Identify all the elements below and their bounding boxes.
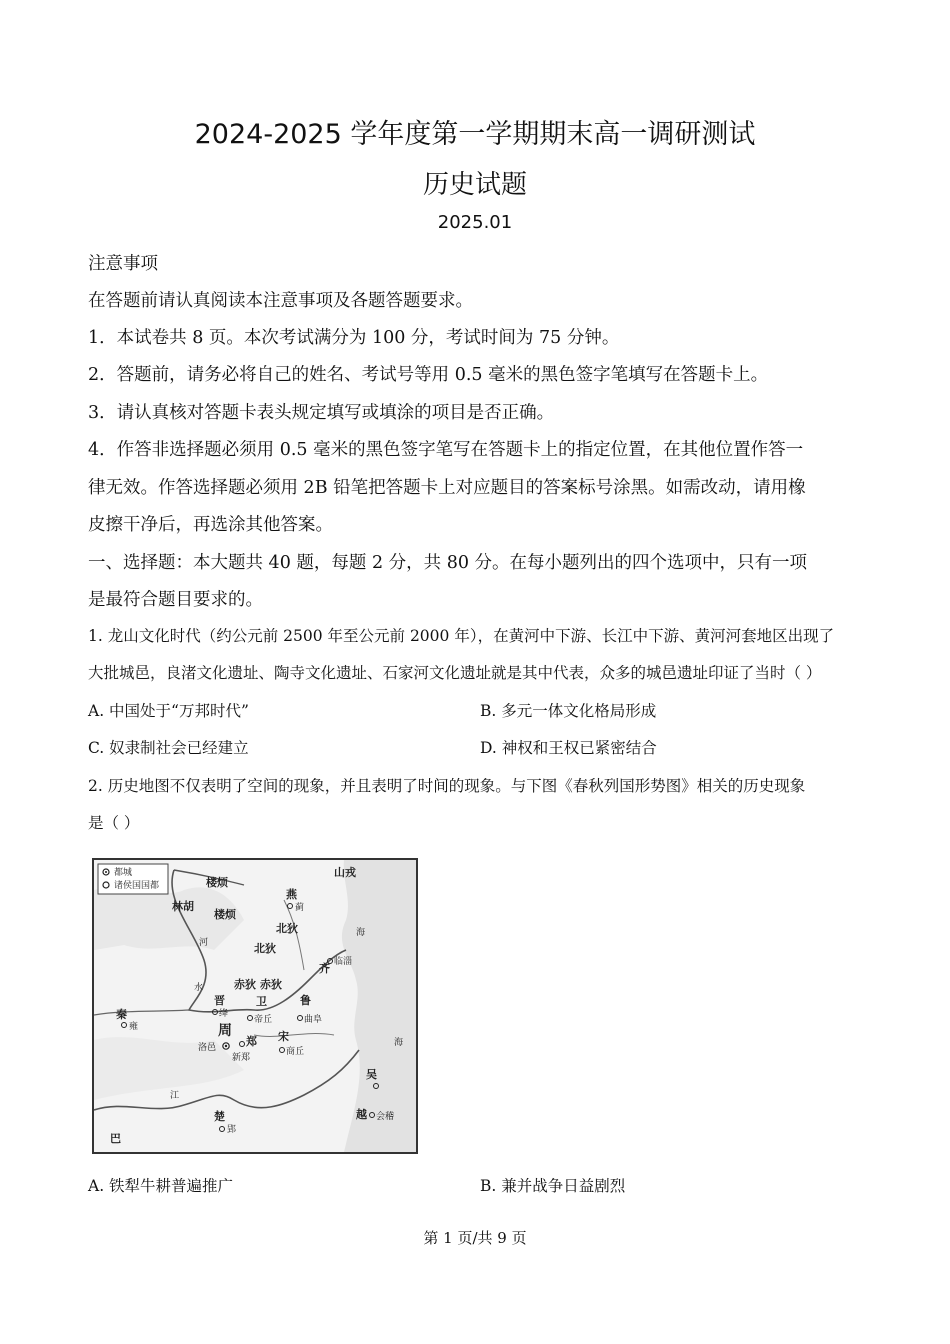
notes-item: 4．作答非选择题必须用 0.5 毫米的黑色签字笔写在答题卡上的指定位置，在其他位置作答一 bbox=[88, 440, 804, 460]
map-label: 吴 bbox=[366, 1068, 377, 1081]
notes-heading: 注意事项 bbox=[88, 254, 158, 274]
section-heading: 一、选择题：本大题共 40 题，每题 2 分，共 80 分。在每小题列出的四个选项中，只有一项 bbox=[88, 553, 808, 573]
notes-item: 1．本试卷共 8 页。本次考试满分为 100 分，考试时间为 75 分钟。 bbox=[88, 328, 620, 348]
map-label: 北狄 bbox=[276, 922, 298, 935]
legend-state-capital: 诸侯国国都 bbox=[114, 881, 160, 891]
question-1-stem: 1. 龙山文化时代（约公元前 2500 年至公元前 2000 年），在黄河中下游、长江中下游、黄河河套地区出现了 bbox=[88, 627, 835, 645]
exam-subject: 历史试题 bbox=[422, 170, 527, 200]
map-label: 蓟 bbox=[295, 903, 305, 913]
map-label: 秦 bbox=[116, 1008, 127, 1021]
map-label: 海 bbox=[394, 1038, 404, 1048]
question-1-option-c: C. 奴隶制社会已经建立 bbox=[88, 739, 249, 757]
map-label: 齐 bbox=[319, 962, 330, 975]
map-label: 楚 bbox=[214, 1110, 225, 1123]
map-label: 曲阜 bbox=[304, 1015, 323, 1025]
map-label: 林胡 bbox=[172, 900, 194, 913]
map-label: 郢 bbox=[227, 1125, 237, 1135]
question-2-option-a: A. 铁犁牛耕普遍推广 bbox=[88, 1177, 234, 1195]
question-2-option-b: B. 兼并战争日益剧烈 bbox=[480, 1177, 626, 1195]
spring-autumn-states-map bbox=[92, 858, 418, 1154]
map-label: 卫 bbox=[256, 995, 267, 1008]
map-label: 越 bbox=[356, 1108, 367, 1121]
page-number: 第 1 页/共 9 页 bbox=[423, 1229, 527, 1247]
question-1-option-a: A. 中国处于“万邦时代” bbox=[88, 702, 249, 720]
map-label: 晋 bbox=[214, 994, 225, 1007]
map-label: 雍 bbox=[129, 1022, 139, 1032]
map-label: 郑 bbox=[246, 1035, 257, 1048]
map-label: 会稽 bbox=[376, 1112, 395, 1122]
map-label: 周 bbox=[218, 1023, 232, 1039]
map-label: 帝丘 bbox=[254, 1015, 273, 1025]
map-label: 燕 bbox=[286, 888, 297, 901]
map-label: 巴 bbox=[110, 1132, 121, 1145]
map-label: 赤狄 bbox=[234, 978, 256, 991]
section-heading-cont: 是最符合题目要求的。 bbox=[88, 590, 263, 610]
question-1-option-b: B. 多元一体文化格局形成 bbox=[480, 702, 657, 720]
exam-title: 2024-2025 学年度第一学期期末高一调研测试 bbox=[194, 119, 756, 150]
notes-item: 皮擦干净后，再选涂其他答案。 bbox=[88, 515, 333, 535]
notes-item: 2．答题前，请务必将自己的姓名、考试号等用 0.5 毫米的黑色签字笔填写在答题卡上。 bbox=[88, 365, 769, 385]
notes-item: 3．请认真核对答题卡表头规定填写或填涂的项目是否正确。 bbox=[88, 403, 555, 423]
map-label: 赤狄 bbox=[260, 978, 282, 991]
map-label: 宋 bbox=[278, 1030, 289, 1043]
map-label: 临淄 bbox=[334, 957, 353, 967]
map-label: 绛 bbox=[219, 1009, 229, 1019]
exam-date: 2025.01 bbox=[437, 212, 513, 233]
legend-capital: 都城 bbox=[114, 868, 133, 878]
map-label: 水 bbox=[194, 983, 204, 993]
map-label: 鲁 bbox=[300, 994, 311, 1007]
map-label: 海 bbox=[356, 928, 366, 938]
notes-intro: 在答题前请认真阅读本注意事项及各题答题要求。 bbox=[88, 291, 473, 311]
question-1-option-d: D. 神权和王权已紧密结合 bbox=[480, 739, 657, 757]
map-label: 山戎 bbox=[334, 866, 356, 879]
map-label: 河 bbox=[199, 938, 209, 948]
question-2-stem-cont: 是（ ） bbox=[88, 814, 140, 832]
map-label: 北狄 bbox=[254, 942, 276, 955]
map-label: 新郑 bbox=[232, 1053, 251, 1063]
map-label: 江 bbox=[170, 1091, 180, 1101]
map-label: 商丘 bbox=[286, 1047, 305, 1057]
question-1-stem-cont: 大批城邑，良渚文化遗址、陶寺文化遗址、石家河文化遗址就是其中代表，众多的城邑遗址印证了当时（ ） bbox=[88, 664, 822, 682]
map-label: 洛邑 bbox=[198, 1043, 217, 1053]
map-label: 楼烦 bbox=[214, 908, 236, 921]
map-label: 楼烦 bbox=[206, 876, 228, 889]
question-2-stem: 2. 历史地图不仅表明了空间的现象，并且表明了时间的现象。与下图《春秋列国形势图》相关的历史现象 bbox=[88, 777, 806, 795]
notes-item: 律无效。作答选择题必须用 2B 铅笔把答题卡上对应题目的答案标号涂黑。如需改动，请用橡 bbox=[88, 478, 806, 498]
